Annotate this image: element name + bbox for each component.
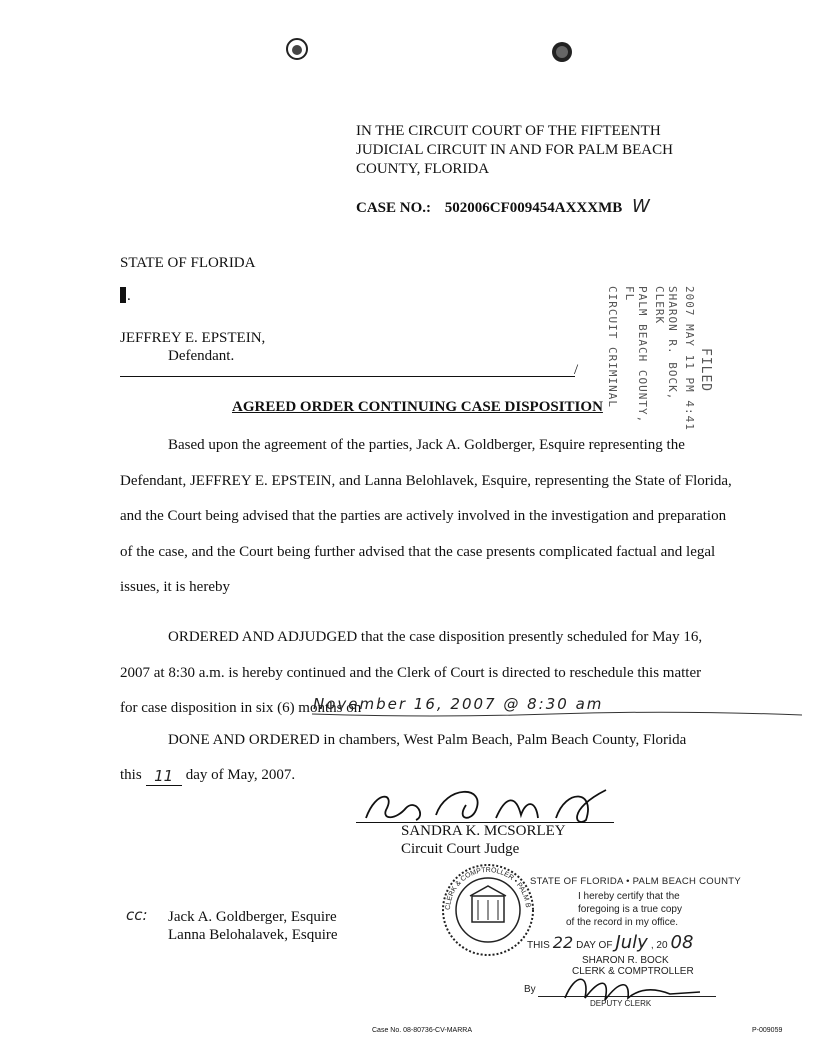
case-number-label: CASE NO.:	[356, 200, 432, 216]
paragraph-agreement: Based upon the agreement of the parties, Jack A. Goldberger, Esquire representing the Defendant, JEFFREY E. EPSTEIN, and Lanna Belohlavek, Esquire, representing the State of Florida, and the Court being advised that the parties are actively involved in the investigation and preparation of the case, and the Court being further advised that the case presents complicated factual and legal issues, it is hereby	[120, 437, 732, 595]
filed-stamp-filed: FILED	[698, 348, 713, 393]
footer-bates-number: P-009059	[752, 1027, 783, 1034]
cert-clerk-title: CLERK & COMPTROLLER	[572, 966, 694, 977]
cert-year-handwritten: 08	[670, 932, 694, 953]
cert-year-prefix: , 20	[650, 940, 668, 951]
cert-line-1: I hereby certify that the	[578, 891, 680, 902]
case-number-value: 502006CF009454AXXXMB	[444, 200, 623, 216]
cert-day-of-label: DAY OF	[576, 940, 613, 951]
cc-mark: cc:	[126, 906, 148, 924]
filed-stamp-clerk: SHARON R. BOCK, CLERK	[653, 286, 679, 401]
punch-hole-right-icon	[550, 40, 574, 64]
this-day-line	[120, 767, 295, 786]
redaction-bar	[120, 287, 126, 303]
done-and-ordered-line: DONE AND ORDERED in chambers, West Palm Beach, Palm Beach County, Florida	[168, 732, 687, 748]
cc-recipient-2: Lanna Belohalavek, Esquire	[168, 927, 338, 943]
court-header-line-2: JUDICIAL CIRCUIT IN AND FOR PALM BEACH	[356, 142, 673, 158]
cert-line-2: foregoing is a true copy	[578, 904, 682, 915]
paragraph-ordered-text: ORDERED AND ADJUDGED that the case disposition presently scheduled for May 16, 2007 at 8:30 a.m. is hereby continued and the Clerk of Court is directed to reschedule this matter for case disposition in six (6) months on	[120, 629, 703, 716]
court-header-line-1: IN THE CIRCUIT COURT OF THE FIFTEENTH	[356, 123, 661, 139]
handwritten-new-date: November 16, 2007 @ 8:30 am	[313, 695, 604, 713]
cert-day-handwritten: 22	[552, 933, 574, 952]
cert-date-line	[527, 932, 727, 953]
case-number	[356, 196, 650, 217]
court-header	[356, 122, 716, 179]
party-separator: .	[127, 288, 131, 304]
handwritten-date-underline	[312, 712, 802, 718]
defendant-name: JEFFREY E. EPSTEIN,	[120, 330, 266, 346]
judge-name: SANDRA K. MCSORLEY	[401, 823, 566, 839]
punch-hole-left-icon	[284, 36, 310, 62]
cert-deputy-label: DEPUTY CLERK	[590, 999, 652, 1008]
this-day-suffix: day of May, 2007.	[185, 767, 296, 783]
cert-header: STATE OF FLORIDA • PALM BEACH COUNTY	[530, 876, 742, 887]
cert-this-label: THIS	[527, 940, 550, 951]
filed-stamp-date: 2007 MAY 11 PM 4:41	[683, 286, 696, 431]
case-number-handwritten-suffix: W	[632, 196, 650, 217]
plaintiff-name: STATE OF FLORIDA	[120, 255, 256, 271]
cc-recipient-1: Jack A. Goldberger, Esquire	[168, 909, 337, 925]
clerk-seal-icon	[437, 857, 536, 958]
seal-text: CLERK & COMPTROLLER • PALM BEACH COUNTY	[437, 857, 531, 911]
filed-stamp	[606, 286, 696, 446]
caption-slash: /	[574, 362, 579, 378]
cert-line-3: of the record in my office.	[566, 917, 679, 928]
cert-month-handwritten: July	[615, 932, 648, 953]
cert-clerk-name: SHARON R. BOCK	[582, 955, 669, 966]
cert-by-label: By	[524, 984, 536, 995]
filed-stamp-county: PALM BEACH COUNTY, FL	[623, 286, 649, 424]
footer-case-reference: Case No. 08-80736-CV-MARRA	[372, 1027, 472, 1034]
judge-title: Circuit Court Judge	[401, 841, 520, 857]
defendant-role: Defendant.	[168, 348, 235, 364]
order-title: AGREED ORDER CONTINUING CASE DISPOSITION	[232, 399, 603, 415]
filed-stamp-division: CIRCUIT CRIMINAL	[606, 286, 619, 408]
this-day-handwritten: 11	[146, 767, 182, 786]
court-header-line-3: COUNTY, FLORIDA	[356, 161, 490, 177]
caption-rule	[120, 376, 575, 377]
this-day-prefix: this	[120, 767, 142, 783]
